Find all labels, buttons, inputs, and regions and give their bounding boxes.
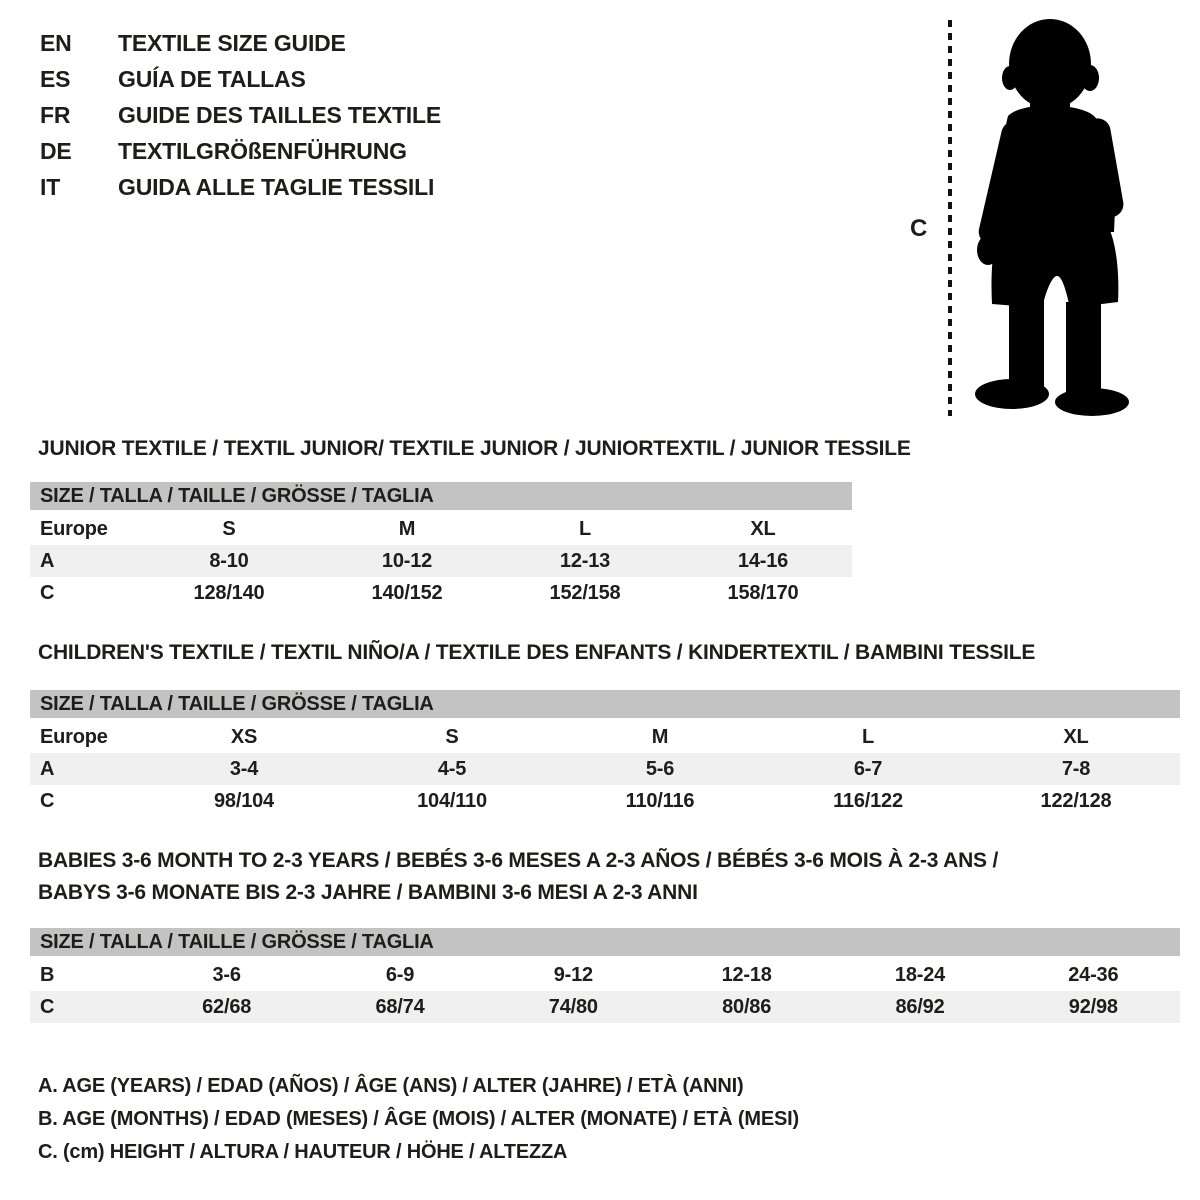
- babies-heading-line2: BABYS 3-6 MONATE BIS 2-3 JAHRE / BAMBINI 3-6 MESI A 2-3 ANNI: [38, 881, 698, 904]
- table-cell: 110/116: [625, 789, 695, 812]
- language-code: FR: [40, 101, 71, 128]
- babies-size-table: [30, 928, 1180, 1023]
- row-label: A: [40, 757, 55, 780]
- table-cell: L: [578, 517, 592, 540]
- table-cell: 92/98: [1068, 995, 1118, 1018]
- language-row: [40, 61, 441, 97]
- table-cell: 7-8: [1061, 757, 1091, 780]
- table-row: [30, 753, 1180, 785]
- table-cell: 140/152: [371, 581, 443, 604]
- table-cell: 158/170: [727, 581, 799, 604]
- table-cell: 62/68: [202, 995, 252, 1018]
- row-label: C: [40, 581, 55, 604]
- toddler-silhouette-icon: [962, 14, 1142, 418]
- table-cell: 74/80: [548, 995, 598, 1018]
- row-label: A: [40, 549, 55, 572]
- row-label: Europe: [40, 517, 108, 540]
- table-cell: 4-5: [437, 757, 467, 780]
- language-code: EN: [40, 29, 72, 56]
- height-measure-label: C: [910, 215, 928, 242]
- table-cell: 8-10: [209, 549, 249, 572]
- table-row: [30, 991, 1180, 1023]
- babies-section-heading: [38, 845, 998, 909]
- table-row: [30, 785, 1180, 817]
- row-label: C: [40, 789, 55, 812]
- language-code: DE: [40, 137, 72, 164]
- junior-section-heading: JUNIOR TEXTILE / TEXTIL JUNIOR/ TEXTILE JUNIOR / JUNIORTEXTIL / JUNIOR TESSILE: [38, 437, 911, 460]
- table-cell: 116/122: [833, 789, 903, 812]
- table-row: [30, 577, 852, 609]
- language-code: ES: [40, 65, 71, 92]
- language-row: [40, 169, 441, 205]
- table-cell: XL: [1063, 725, 1089, 748]
- language-title: GUIDE DES TAILLES TEXTILE: [118, 101, 441, 128]
- language-title: GUÍA DE TALLAS: [118, 65, 306, 92]
- language-title: GUIDA ALLE TAGLIE TESSILI: [118, 173, 435, 200]
- table-cell: 80/86: [722, 995, 772, 1018]
- table-cell: M: [398, 517, 416, 540]
- junior-size-table: [30, 482, 852, 609]
- table-cell: XS: [230, 725, 258, 748]
- size-header-bar: SIZE / TALLA / TAILLE / GRÖSSE / TAGLIA: [30, 482, 852, 510]
- table-cell: 104/110: [417, 789, 487, 812]
- table-cell: 98/104: [214, 789, 274, 812]
- legend: [38, 1070, 799, 1169]
- table-row: [30, 545, 852, 577]
- table-cell: M: [651, 725, 669, 748]
- size-header-bar: SIZE / TALLA / TAILLE / GRÖSSE / TAGLIA: [30, 690, 1180, 718]
- table-cell: 68/74: [375, 995, 425, 1018]
- table-cell: 18-24: [894, 963, 946, 986]
- table-cell: 3-6: [212, 963, 241, 986]
- table-cell: 128/140: [193, 581, 265, 604]
- table-row: [30, 513, 852, 545]
- language-title: TEXTILE SIZE GUIDE: [118, 29, 346, 56]
- table-cell: 9-12: [553, 963, 593, 986]
- table-cell: 152/158: [549, 581, 621, 604]
- table-cell: XL: [750, 517, 776, 540]
- row-label: Europe: [40, 725, 108, 748]
- table-cell: S: [445, 725, 459, 748]
- table-cell: 14-16: [737, 549, 789, 572]
- babies-heading-line1: BABIES 3-6 MONTH TO 2-3 YEARS / BEBÉS 3-6 MESES A 2-3 AÑOS / BÉBÉS 3-6 MOIS À 2-3 ANS /: [38, 849, 999, 872]
- language-code: IT: [40, 173, 61, 200]
- table-cell: L: [861, 725, 875, 748]
- row-label: C: [40, 995, 55, 1018]
- legend-line-age-years: A. AGE (YEARS) / EDAD (AÑOS) / ÂGE (ANS) / ALTER (JAHRE) / ETÀ (ANNI): [38, 1075, 744, 1097]
- table-cell: 122/128: [1040, 789, 1112, 812]
- language-row: [40, 97, 441, 133]
- table-cell: 12-18: [721, 963, 772, 986]
- table-cell: 24-36: [1068, 963, 1119, 986]
- row-label: B: [40, 963, 55, 986]
- table-cell: 5-6: [645, 757, 675, 780]
- table-cell: 6-9: [385, 963, 415, 986]
- table-rows: [30, 721, 1180, 817]
- table-rows: [30, 513, 852, 609]
- language-title-list: [40, 25, 441, 205]
- language-row: [40, 25, 441, 61]
- table-row: [30, 721, 1180, 753]
- table-cell: 6-7: [853, 757, 883, 780]
- table-cell: 86/92: [895, 995, 945, 1018]
- table-rows: [30, 959, 1180, 1023]
- table-row: [30, 959, 1180, 991]
- size-header-bar: SIZE / TALLA / TAILLE / GRÖSSE / TAGLIA: [30, 928, 1180, 956]
- language-title: TEXTILGRÖßENFÜHRUNG: [118, 137, 407, 164]
- table-cell: 3-4: [229, 757, 259, 780]
- legend-line-age-months: B. AGE (MONTHS) / EDAD (MESES) / ÂGE (MOIS) / ALTER (MONATE) / ETÀ (MESI): [38, 1108, 799, 1130]
- children-size-table: [30, 690, 1180, 817]
- height-measure-dashed-line: [948, 20, 952, 416]
- legend-line-height-cm: C. (cm) HEIGHT / ALTURA / HAUTEUR / HÖHE / ALTEZZA: [38, 1141, 568, 1163]
- language-row: [40, 133, 441, 169]
- table-cell: S: [222, 517, 236, 540]
- children-section-heading: CHILDREN'S TEXTILE / TEXTIL NIÑO/A / TEXTILE DES ENFANTS / KINDERTEXTIL / BAMBINI TESSILE: [38, 641, 1036, 664]
- table-cell: 10-12: [381, 549, 433, 572]
- table-cell: 12-13: [559, 549, 611, 572]
